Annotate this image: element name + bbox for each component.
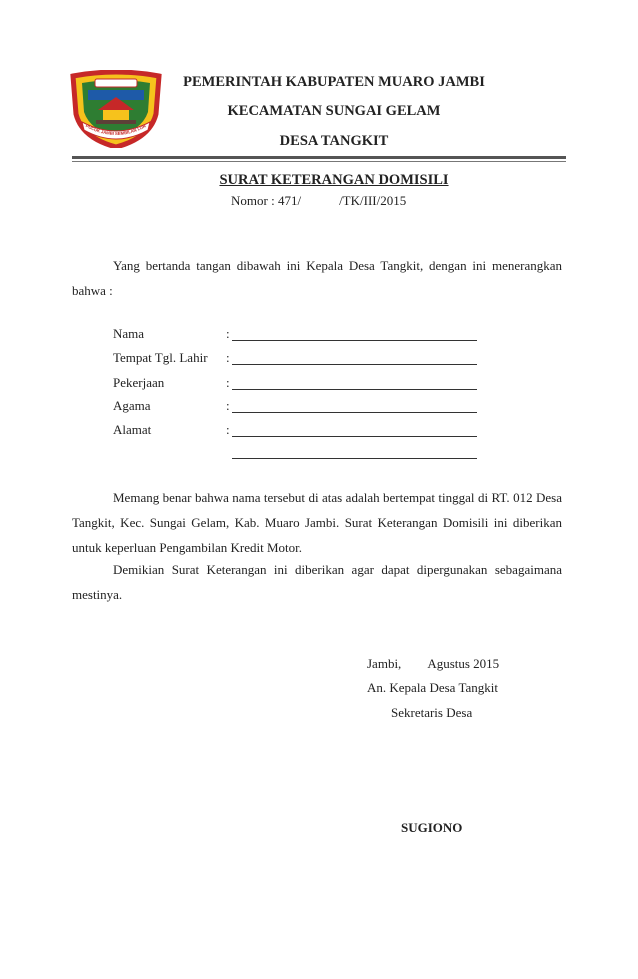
field-colon: : [226,350,230,365]
emblem-house-body [103,110,129,120]
address-blank-line [232,436,477,437]
closing-paragraph: Demikian Surat Keterangan ini diberikan agar dapat dipergunakan sebagaimana mestinya. [72,562,562,602]
document-number [231,193,406,209]
letterhead-district: KECAMATAN SUNGAI GELAM [227,103,441,119]
regency-emblem-icon [70,70,162,148]
signature-date: Agustus 2015 [427,656,500,671]
field-colon: : [226,375,230,390]
field-colon: : [226,398,230,413]
emblem-house-base [96,120,136,124]
religion-blank-line [232,412,477,413]
letterhead-village: DESA TANGKIT [279,133,389,149]
document-number-suffix: /TK/III/2015 [339,193,407,208]
emblem-banner-top [95,79,137,87]
signature-on-behalf: An. Kepala Desa Tangkit [367,680,498,695]
field-label-occupation: Pekerjaan [113,375,165,390]
emblem-motto-text: PUCUK JAMBI SEMBILAN LUR [84,123,147,137]
statement-paragraph: Memang benar bahwa nama tersebut di atas adalah bertempat tinggal di RT. 012 Desa Tangkit, Kec. Sungai Gelam, Kab. Muaro Jambi. Surat Keterangan Domisili ini diberikan untuk keperluan Pengambilan Kredit Motor. [72,490,562,555]
address-blank-line-2 [232,458,477,459]
signature-place: Jambi, [367,656,402,671]
field-colon: : [226,422,230,437]
field-label-religion: Agama [113,398,151,413]
field-colon: : [226,326,230,341]
signer-name: SUGIONO [401,820,463,835]
document-title: SURAT KETERANGAN DOMISILI [219,172,449,188]
signature-position: Sekretaris Desa [391,705,473,720]
letterhead-divider-thin [72,161,566,162]
letterhead-divider [72,156,566,159]
birth-blank-line [232,364,477,365]
opening-paragraph: Yang bertanda tangan dibawah ini Kepala Desa Tangkit, dengan ini menerangkan bahwa : [72,258,562,298]
field-label-birth: Tempat Tgl. Lahir [113,350,208,365]
occupation-blank-line [232,389,477,390]
signature-place-date [367,656,499,672]
document-number-prefix: Nomor : 471/ [231,193,302,208]
letterhead-government: PEMERINTAH KABUPATEN MUARO JAMBI [183,74,485,90]
name-blank-line [232,340,477,341]
field-label-name: Nama [113,326,145,341]
field-label-address: Alamat [113,422,152,437]
